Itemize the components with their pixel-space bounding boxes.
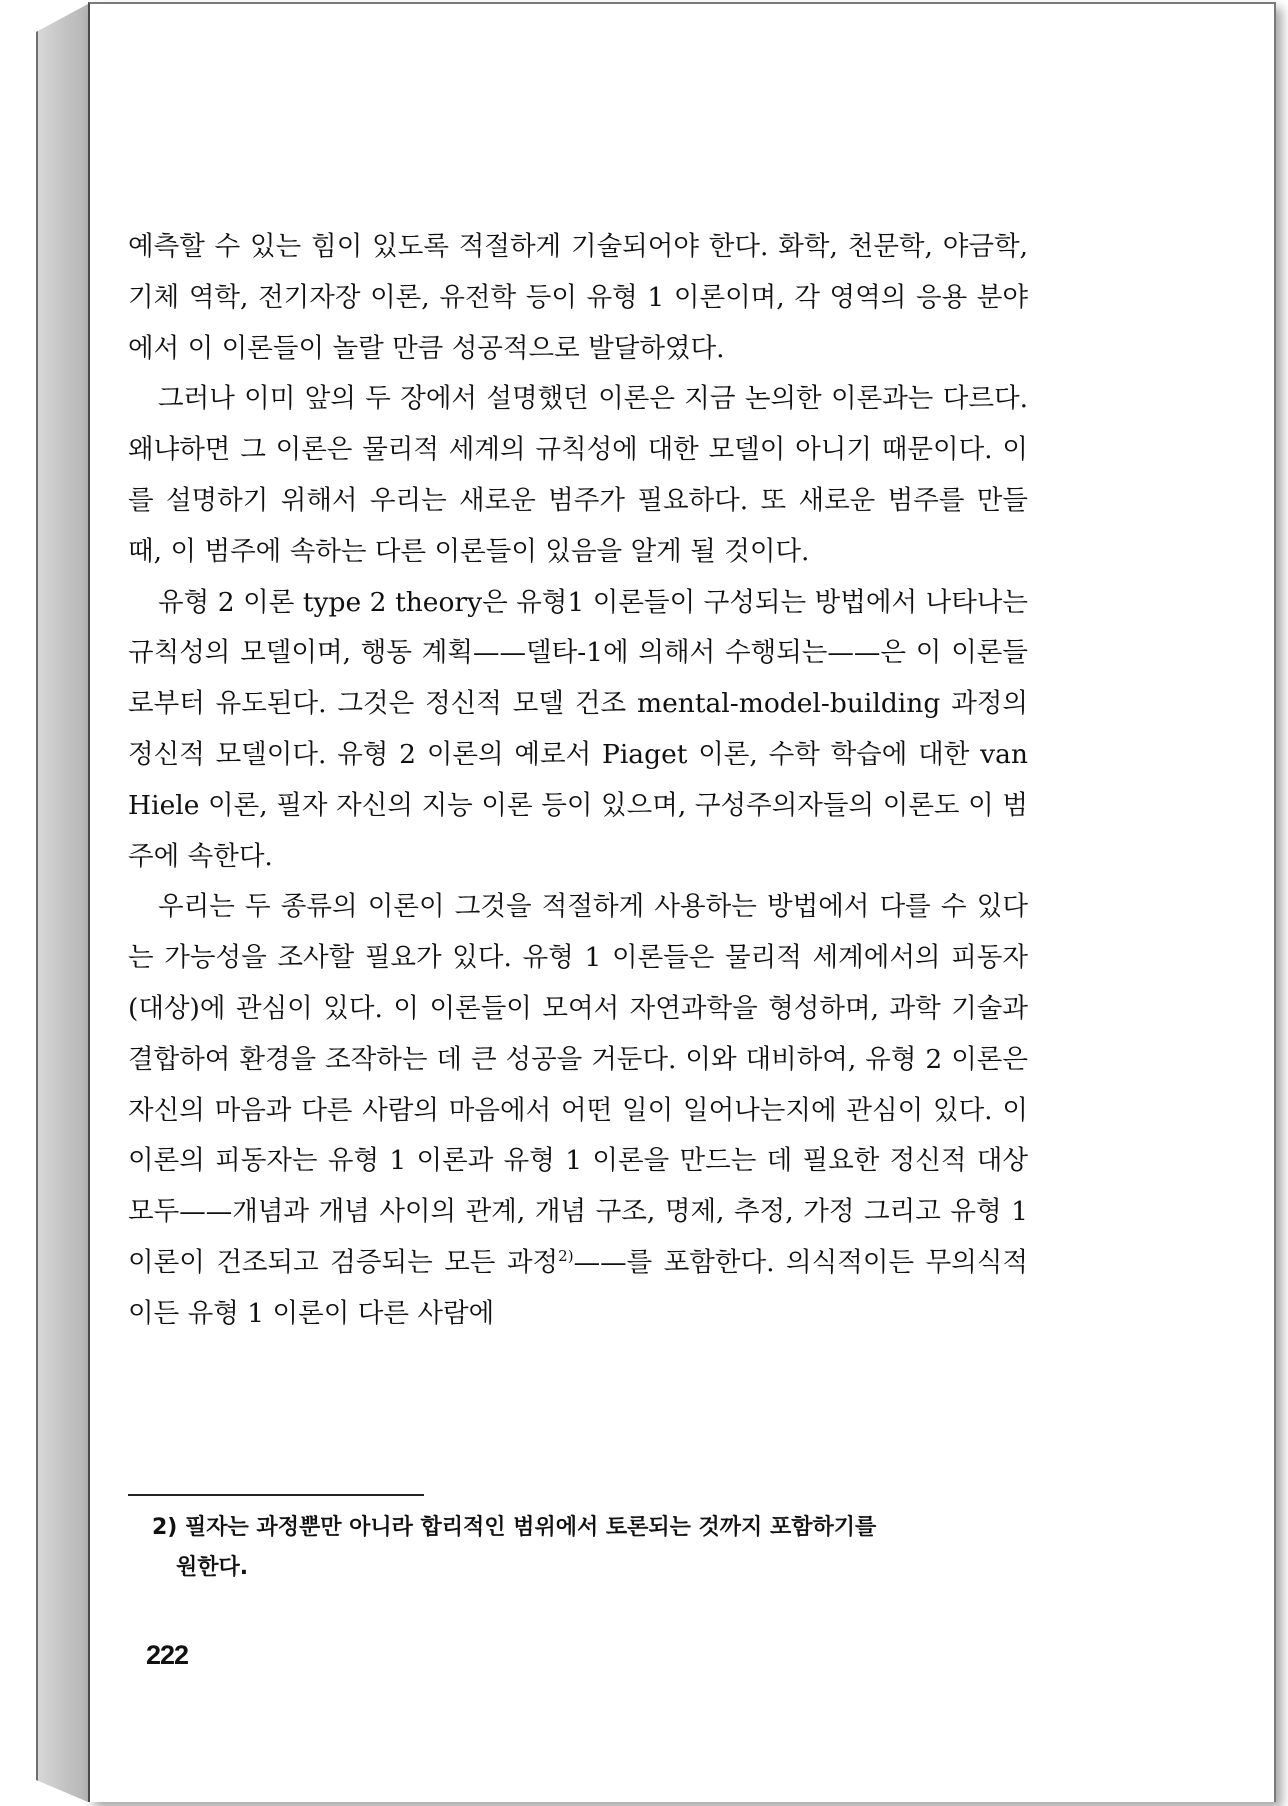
book-spine-edge — [36, 4, 88, 1802]
footnote — [152, 1508, 1032, 1588]
footnote-line-2: 원한다. — [176, 1555, 249, 1580]
footnote-divider — [128, 1494, 424, 1496]
footnote-ref: 2) — [558, 1247, 574, 1266]
page-number: 222 — [146, 1640, 189, 1670]
paragraph-1: 예측할 수 있는 힘이 있도록 적절하게 기술되어야 한다. 화학, 천문학, 야금학, 기체 역학, 전기자장 이론, 유전학 등이 유형 1 이론이며, 각 영역의 응용 분야에서 이 이론들이 놀랄 만큼 성공적으로 발달하였다. — [128, 231, 1028, 364]
paragraph-4-text: 우리는 두 종류의 이론이 그것을 적절하게 사용하는 방법에서 다를 수 있다는 가능성을 조사할 필요가 있다. 유형 1 이론들은 물리적 세계에서의 피동자(대상)에 관심이 있다. 이 이론들이 모여서 자연과학을 형성하며, 과학 기술과 결합하여 환경을 조작하는 데 큰 성공을 거둔다. 이와 대비하여, 유형 2 이론은 자신의 마음과 다른 사람의 마음에서 어떤 일이 일어나는지에 관심이 있다. 이 이론의 피동자는 유형 1 이론과 유형 1 이론을 만드는 데 필요한 정신적 대상 모두——개념과 개념 사이의 관계, 개념 구조, 명제, 추정, 가정 그리고 유형 1 이론이 건조되고 검증되는 모든 과정 — [128, 891, 1028, 1278]
body-text — [128, 222, 1028, 1340]
footnote-line-1: 2) 필자는 과정뿐만 아니라 합리적인 범위에서 토론되는 것까지 포함하기를 — [152, 1515, 877, 1540]
paragraph-2: 그러나 이미 앞의 두 장에서 설명했던 이론은 지금 논의한 이론과는 다르다. 왜냐하면 그 이론은 물리적 세계의 규칙성에 대한 모델이 아니기 때문이다. 이를 설명하기 위해서 우리는 새로운 범주가 필요하다. 또 새로운 범주를 만들 때, 이 범주에 속하는 다른 이론들이 있음을 알게 될 것이다. — [128, 383, 1028, 567]
paragraph-4 — [128, 882, 1028, 1339]
paragraph-3: 유형 2 이론 type 2 theory은 유형1 이론들이 구성되는 방법에서 나타나는 규칙성의 모델이며, 행동 계획——델타-1에 의해서 수행되는——은 이 이론들로부터 유도된다. 그것은 정신적 모델 건조 mental-model-building 과정의 정신적 모델이다. 유형 2 이론의 예로서 Piaget 이론, 수학 학습에 대한 van Hiele 이론, 필자 자신의 지능 이론 등이 있으며, 구성주의자들의 이론도 이 범주에 속한다. — [128, 586, 1028, 872]
paragraph-4-tail: ——를 포함한다. 의식적이든 무의식적이든 유형 1 이론이 다른 사람에 — [128, 1246, 1028, 1329]
